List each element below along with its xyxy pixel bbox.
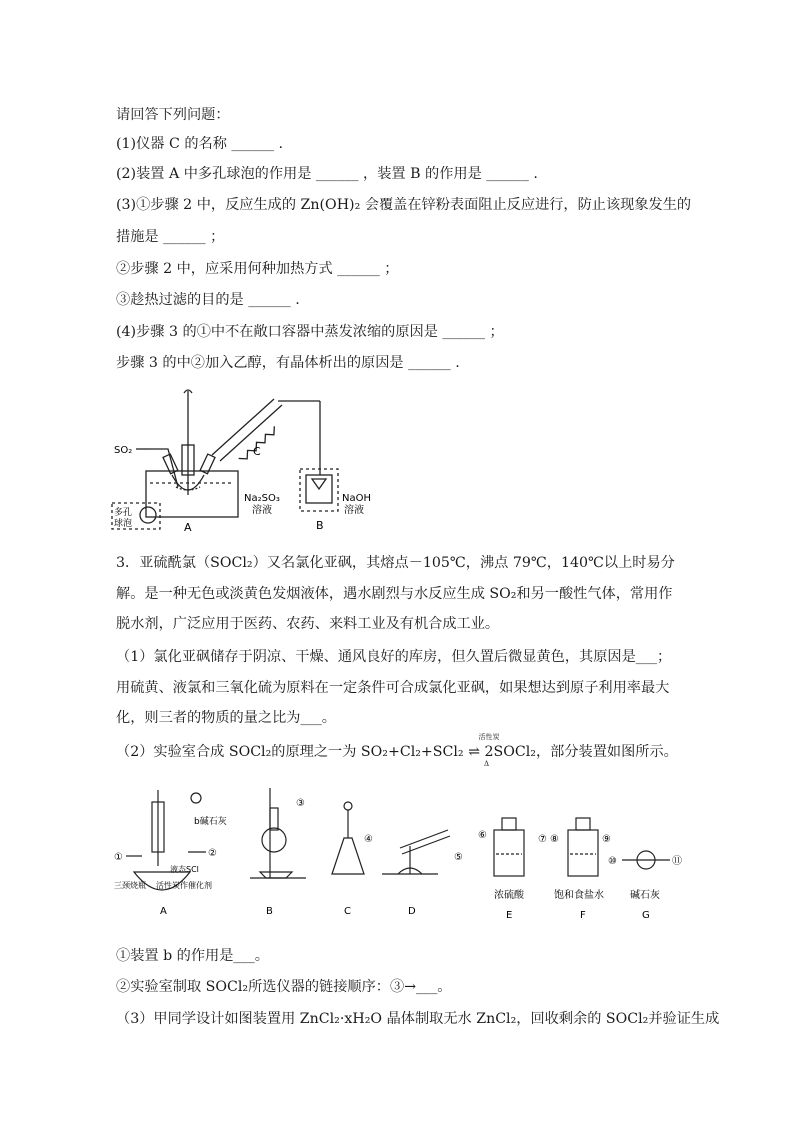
label-E: E xyxy=(506,910,513,921)
label-G: G xyxy=(642,910,650,921)
label-C: C xyxy=(344,906,351,917)
num-1: ① xyxy=(114,852,123,863)
porous-label-1: 多孔 xyxy=(114,508,133,518)
naoh-label: NaOH xyxy=(342,493,371,504)
num-7: ⑦ xyxy=(538,834,547,845)
reaction-condition xyxy=(474,733,504,741)
label-D: D xyxy=(408,906,416,917)
so2-label: SO₂ xyxy=(114,445,133,456)
num-3: ③ xyxy=(296,798,305,809)
question-3a: (3)①步骤 2 中，反应生成的 Zn(OH)₂ 会覆盖在锌粉表面阻止反应进行，防止该现象发生的 xyxy=(116,197,692,213)
flask-label: 三颈烧瓶 xyxy=(114,881,146,890)
apparatus-a-label: A xyxy=(184,521,192,533)
apparatus-figure-1 xyxy=(110,383,400,533)
porous-label-2: 球泡 xyxy=(114,519,133,529)
intro-line: 请回答下列问题： xyxy=(116,107,230,123)
soda-lime-label: 碱石灰 xyxy=(630,890,660,901)
q3-part2: （2）实验室合成 SOCl₂的原理之一为 SO₂+Cl₂+SCl₂ ⇌ 2SOCl₂，部分装置如图所示。 xyxy=(116,744,678,760)
num-4: ④ xyxy=(364,834,373,845)
question-4b: 步骤 3 的中②加入乙醇，有晶体析出的原因是 ______ . xyxy=(116,355,460,371)
label-B: B xyxy=(266,906,273,917)
num-10: ⑩ xyxy=(608,856,617,867)
label-F: F xyxy=(580,910,586,921)
brine-label: 饱和食盐水 xyxy=(554,890,604,901)
na2so3-label: Na₂SO₃ xyxy=(244,493,280,504)
b-soda-lime-label: b碱石灰 xyxy=(194,817,227,827)
label-A: A xyxy=(160,906,167,917)
catalyst-label: 活性炭作催化剂 xyxy=(156,881,212,890)
num-11: ⑪ xyxy=(672,856,682,867)
question-4a: (4)步骤 3 的①中不在敞口容器中蒸发浓缩的原因是 ______ ； xyxy=(116,324,504,340)
num-9: ⑨ xyxy=(602,834,611,845)
condition-text: 活性炭 xyxy=(478,733,500,741)
q3-sub2: ②实验室制取 SOCl₂所选仪器的链接顺序：③→___。 xyxy=(116,979,452,995)
question-2: (2)装置 A 中多孔球泡的作用是 ______ ，装置 B 的作用是 ______ . xyxy=(116,166,538,182)
num-2: ② xyxy=(208,848,217,859)
condenser-c-label: C xyxy=(253,445,261,458)
question-3b: 措施是 ______ ； xyxy=(116,229,225,245)
q3-part1: （1）氯化亚砜储存于阴凉、干燥、通风良好的库房，但久置后微显黄色，其原因是___；用硫黄、液氯和三氧化硫为原料在一定条件可合成氯化亚砜，如果想达到原子利用率最大化，则三者的物质的量之比为___。 xyxy=(116,649,672,726)
num-5: ⑤ xyxy=(454,852,463,863)
solution-label-2: 溶液 xyxy=(344,505,364,516)
question-3c: ②步骤 2 中，应采用何种加热方式 ______ ； xyxy=(116,261,399,277)
num-8: ⑧ xyxy=(550,834,559,845)
question-1: (1)仪器 C 的名称 ______ . xyxy=(116,136,284,152)
num-6: ⑥ xyxy=(478,830,487,841)
apparatus-figure-2 xyxy=(110,782,710,932)
q3-sub1: ①装置 b 的作用是___。 xyxy=(116,948,269,964)
apparatus-b-label: B xyxy=(316,519,324,532)
solution-label-1: 溶液 xyxy=(252,505,272,516)
reaction-heat: Δ xyxy=(484,760,490,768)
q3-intro: 3．亚硫酰氯（SOCl₂）又名氯化亚砜，其熔点－105℃，沸点 79℃，140℃以上时易分解。是一种无色或淡黄色发烟液体，遇水剧烈与水反应生成 SO₂和另一酸性气体，常用作脱水剂，广泛应用于医药、农药、来料工业及有机合成工业。 xyxy=(116,555,675,632)
q3-part3: （3）甲同学设计如图装置用 ZnCl₂·xH₂O 晶体制取无水 ZnCl₂，回收剩余的 SOCl₂并验证生成 xyxy=(116,1011,720,1027)
question-3d: ③趁热过滤的目的是 ______ . xyxy=(116,292,300,308)
conc-sulfuric-label: 浓硫酸 xyxy=(494,890,524,901)
liquid-label: 液态SCl xyxy=(170,865,199,874)
